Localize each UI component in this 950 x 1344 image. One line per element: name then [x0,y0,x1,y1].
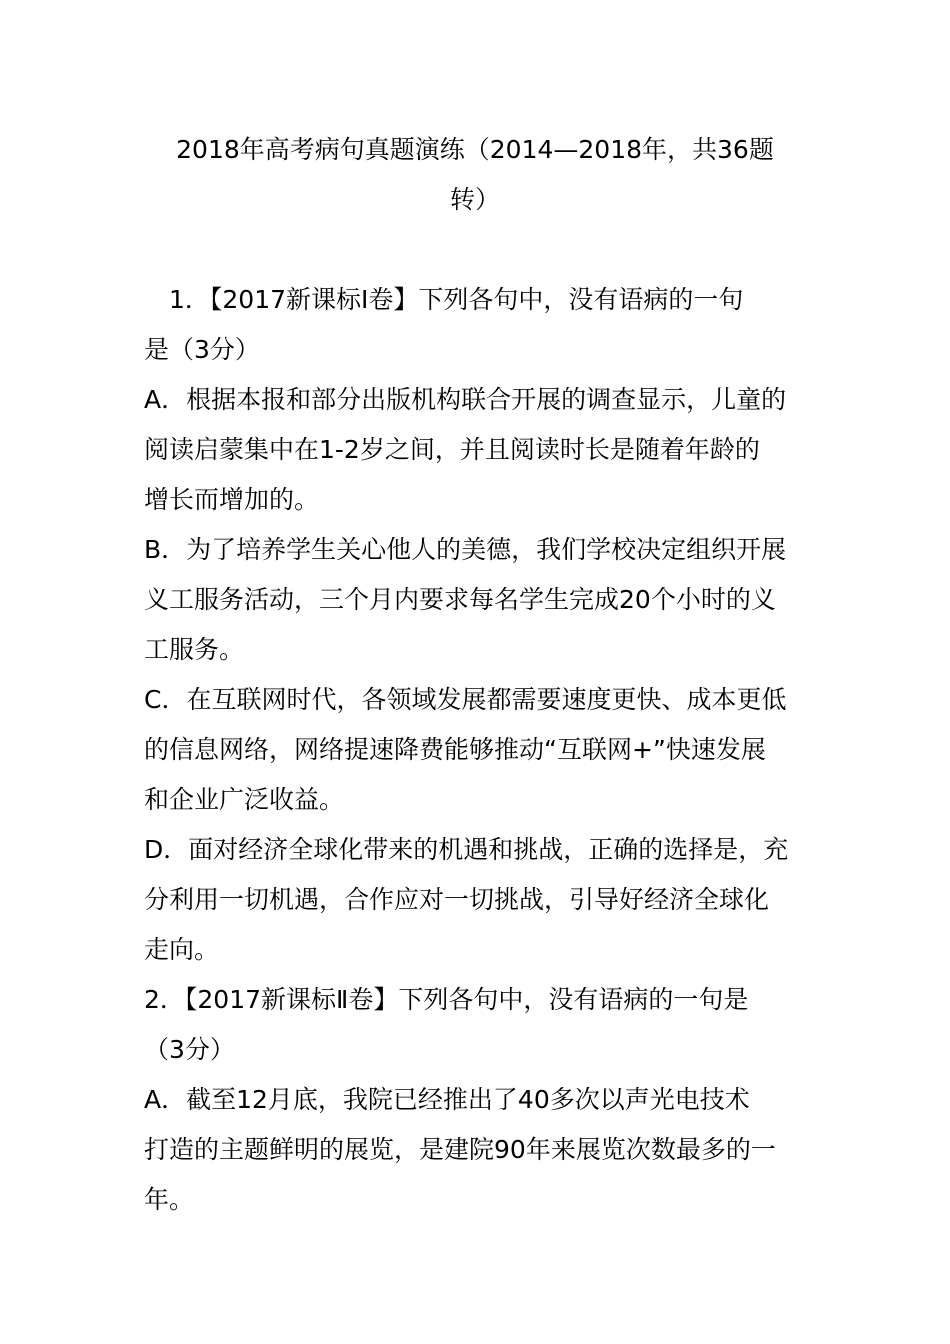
option-b-line-3: 工服务。 [144,635,245,664]
question-2-stem-line-1: 2．【2017新课标Ⅱ卷】下列各句中，没有语病的一句是 [144,985,749,1014]
option-d-line-3: 走向。 [144,935,220,964]
question-2-stem-line-2: （3分） [144,1035,235,1064]
question-1-stem-line-2: 是（3分） [144,335,260,364]
option-b-line-2: 义工服务活动，三个月内要求每名学生完成20个小时的义 [144,585,776,614]
option-c-line-1: C．在互联网时代，各领域发展都需要速度更快、成本更低 [144,685,787,714]
question-1-stem-line-1: 1．【2017新课标Ⅰ卷】下列各句中，没有语病的一句 [144,285,744,314]
option-c-line-2: 的信息网络，网络提速降费能够推动“互联网+”快速发展 [144,735,766,764]
option-d-line-1: D．面对经济全球化带来的机遇和挑战，正确的选择是，充 [144,835,789,864]
q2-option-a-line-2: 打造的主题鲜明的展览，是建院90年来展览次数最多的一 [144,1135,776,1164]
document-title-line-2: 转） [449,185,500,214]
option-a-line-3: 增长而增加的。 [144,485,320,514]
q2-option-a-line-3: 年。 [144,1185,195,1214]
q2-option-a-line-1: A．截至12月底，我院已经推出了40多次以声光电技术 [144,1085,750,1114]
option-c-line-3: 和企业广泛收益。 [144,785,345,814]
option-d-line-2: 分利用一切机遇，合作应对一切挑战，引导好经济全球化 [144,885,770,914]
option-a-line-1: A．根据本报和部分出版机构联合开展的调查显示，儿童的 [144,385,787,414]
option-b-line-1: B．为了培养学生关心他人的美德，我们学校决定组织开展 [144,535,787,564]
document-title-line-1: 2018年高考病句真题演练（2014—2018年，共36题 [176,135,774,164]
option-a-line-2: 阅读启蒙集中在1-2岁之间，并且阅读时长是随着年龄的 [144,435,760,464]
